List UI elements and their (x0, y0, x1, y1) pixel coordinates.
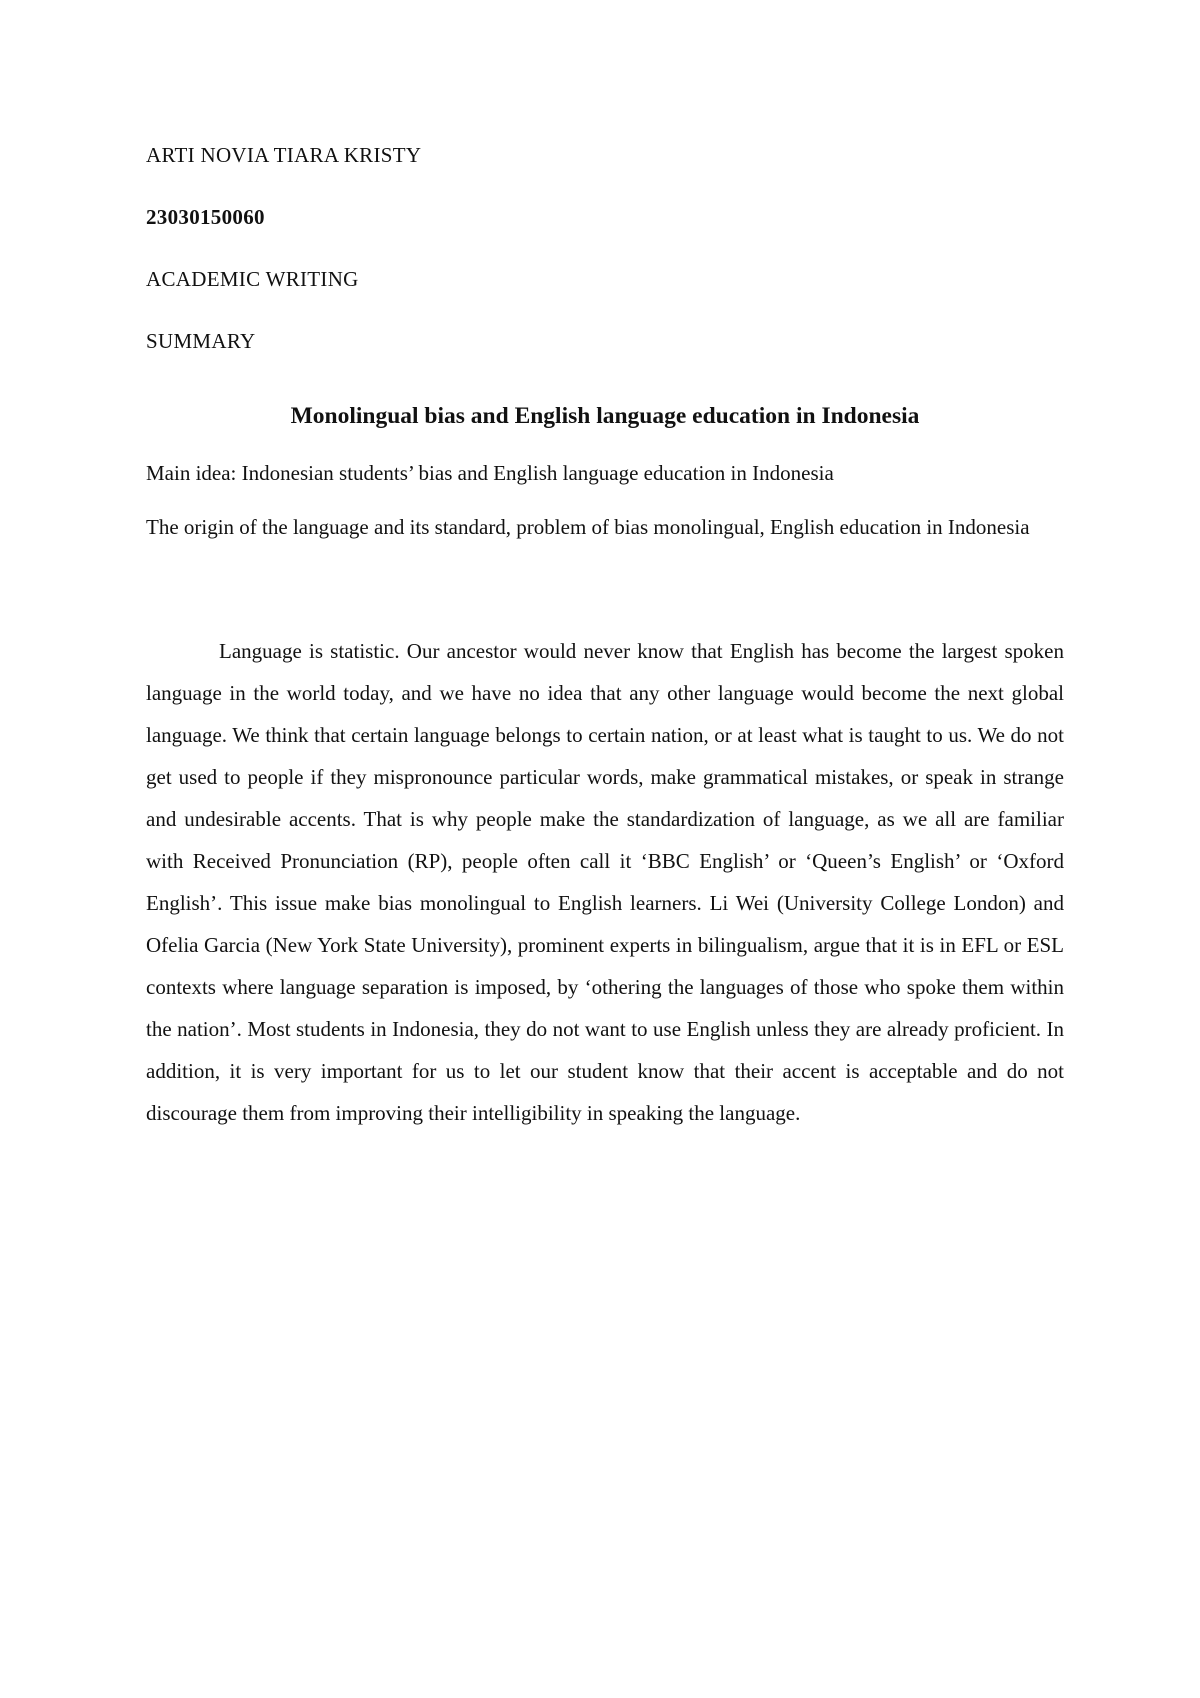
student-id: 23030150060 (146, 205, 265, 229)
author-name: ARTI NOVIA TIARA KRISTY (146, 143, 422, 167)
body-paragraph: Language is statistic. Our ancestor would never know that English has become the largest spoken language in the world today, and we have no idea that any other language would become the next global language. We think that certain language belongs to certain nation, or at least what is taught to us. We do not get used to people if they mispronounce particular words, make grammatical mistakes, or speak in strange and undesirable accents. That is why people make the standardization of language, as we all are familiar with Received Pronunciation (RP), people often call it ‘BBC English’ or ‘Queen’s English’ or ‘Oxford English’. This issue make bias monolingual to English learners. Li Wei (University College London) and Ofelia Garcia (New York State University), prominent experts in bilingualism, argue that it is in EFL or ESL contexts where language separation is imposed, by ‘othering the languages of those who spoke them within the nation’. Most students in Indonesia, they do not want to use English unless they are already proficient. In addition, it is very important for us to let our student know that their accent is acceptable and do not discourage them from improving their intelligibility in speaking the language. (146, 639, 1064, 1125)
document-content (146, 140, 1064, 1134)
topics-line: The origin of the language and its standard, problem of bias monolingual, English education in Indonesia (146, 515, 1030, 539)
assignment-type: SUMMARY (146, 329, 256, 353)
document-title: Monolingual bias and English language education in Indonesia (290, 403, 920, 429)
course-name: ACADEMIC WRITING (146, 267, 359, 291)
main-idea: Main idea: Indonesian students’ bias and English language education in Indonesia (146, 461, 834, 485)
